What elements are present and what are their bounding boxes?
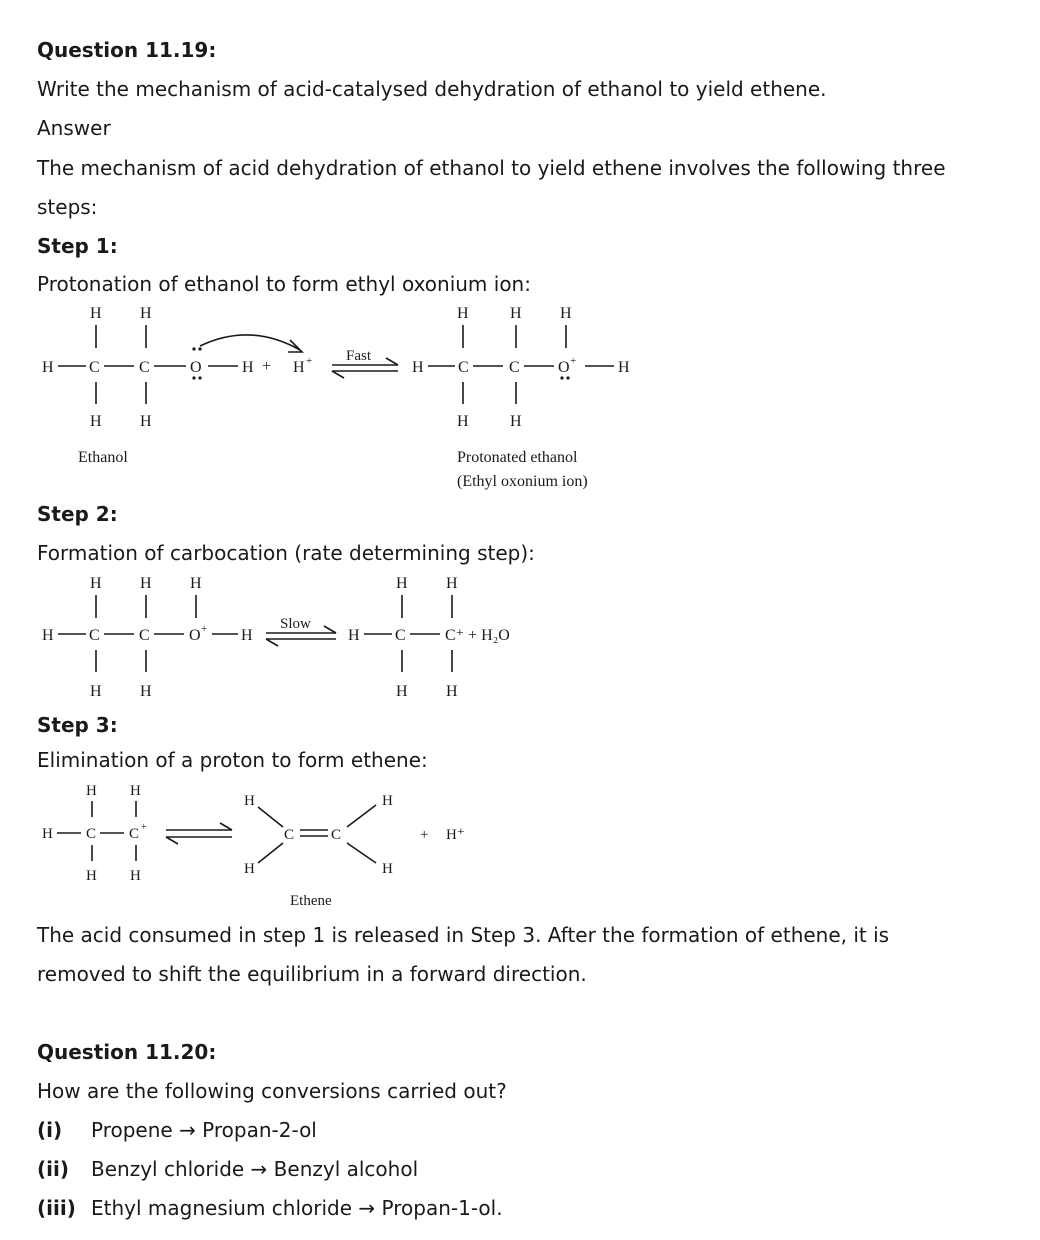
- svg-text:O: O: [190, 359, 202, 376]
- svg-text:H: H: [244, 861, 255, 877]
- step-1-description: Protonation of ethanol to form ethyl oxonium ion:: [37, 272, 531, 296]
- step-1-title: Step 1:: [37, 234, 118, 258]
- conclusion-line-1: The acid consumed in step 1 is released in Step 3. After the formation of ethene, it is: [37, 923, 890, 947]
- svg-text:+: +: [306, 355, 313, 367]
- svg-text:H: H: [242, 359, 254, 376]
- svg-text:H: H: [293, 359, 305, 376]
- svg-text:H: H: [412, 359, 424, 376]
- svg-text:C: C: [284, 827, 295, 843]
- question-title: Question 11.19:: [37, 38, 217, 62]
- step-2-title: Step 2:: [37, 502, 118, 526]
- item-text: Benzyl chloride → Benzyl alcohol: [91, 1157, 419, 1181]
- svg-text:H: H: [348, 627, 360, 644]
- svg-text:+: +: [420, 827, 429, 843]
- item-text: Propene → Propan-2-ol: [91, 1118, 317, 1142]
- svg-text:H: H: [130, 783, 141, 799]
- svg-text:H: H: [90, 683, 102, 700]
- svg-text:H: H: [86, 783, 97, 799]
- svg-text:H: H: [446, 683, 458, 700]
- svg-text:H: H: [140, 305, 152, 322]
- svg-text:H: H: [86, 868, 97, 884]
- svg-text:H: H: [446, 575, 458, 592]
- svg-text:H: H: [90, 575, 102, 592]
- svg-text:H: H: [140, 575, 152, 592]
- list-item: [37, 1196, 503, 1220]
- fast-arrow-label: Fast: [346, 348, 372, 364]
- slow-arrow-label: Slow: [280, 616, 311, 632]
- step-1-reaction-diagram: [0, 300, 1040, 500]
- question-text: Write the mechanism of acid-catalysed dehydration of ethanol to yield ethene.: [37, 77, 827, 101]
- list-item: [37, 1157, 418, 1181]
- carbocation-product: C⁺ + H₂O: [445, 627, 510, 644]
- svg-text:+: +: [262, 358, 272, 375]
- protonated-ethanol-caption: Protonated ethanol: [457, 449, 578, 466]
- svg-text:H: H: [140, 683, 152, 700]
- list-item: [37, 1118, 317, 1142]
- svg-text:+: +: [201, 623, 208, 635]
- svg-text:H: H: [457, 413, 469, 430]
- step-3-title: Step 3:: [37, 713, 118, 737]
- svg-text:H: H: [457, 305, 469, 322]
- svg-text:H: H: [190, 575, 202, 592]
- item-number: (ii): [37, 1157, 69, 1181]
- answer-intro-line-2: steps:: [37, 195, 98, 219]
- svg-text:H: H: [42, 826, 53, 842]
- svg-text:H: H: [244, 793, 255, 809]
- svg-text:H: H: [560, 305, 572, 322]
- svg-text:H: H: [396, 683, 408, 700]
- step-3-reaction-diagram: [0, 775, 1040, 915]
- svg-text:H: H: [140, 413, 152, 430]
- svg-text:C: C: [89, 627, 100, 644]
- svg-text:H: H: [42, 359, 54, 376]
- svg-text:H: H: [510, 305, 522, 322]
- svg-text:H: H: [382, 861, 393, 877]
- svg-text:C: C: [331, 827, 342, 843]
- ethene-caption: Ethene: [290, 893, 332, 909]
- svg-text:C: C: [86, 826, 97, 842]
- svg-text:O: O: [189, 627, 201, 644]
- ethanol-caption: Ethanol: [78, 449, 128, 466]
- step-3-description: Elimination of a proton to form ethene:: [37, 748, 428, 772]
- svg-text:C: C: [129, 826, 140, 842]
- svg-text:H: H: [42, 627, 54, 644]
- svg-text:+: +: [570, 355, 577, 367]
- svg-text:+: +: [141, 822, 147, 833]
- svg-text:C: C: [139, 627, 150, 644]
- svg-text:H: H: [90, 305, 102, 322]
- svg-text:H: H: [618, 359, 630, 376]
- item-text: Ethyl magnesium chloride → Propan-1-ol.: [91, 1196, 503, 1220]
- svg-text:H: H: [241, 627, 253, 644]
- svg-text:C: C: [139, 359, 150, 376]
- item-number: (i): [37, 1118, 63, 1142]
- step-2-description: Formation of carbocation (rate determining step):: [37, 541, 535, 565]
- item-number: (iii): [37, 1196, 76, 1220]
- proton-product: H⁺: [446, 827, 465, 843]
- ethyl-oxonium-caption: (Ethyl oxonium ion): [457, 473, 588, 490]
- answer-label: Answer: [37, 116, 111, 140]
- svg-text:H: H: [510, 413, 522, 430]
- svg-text:C: C: [89, 359, 100, 376]
- svg-text:H: H: [396, 575, 408, 592]
- question-title: Question 11.20:: [37, 1040, 217, 1064]
- svg-text:C: C: [395, 627, 406, 644]
- svg-text:H: H: [90, 413, 102, 430]
- svg-text:C: C: [509, 359, 520, 376]
- step-2-reaction-diagram: [0, 568, 1040, 708]
- answer-intro-line-1: The mechanism of acid dehydration of ethanol to yield ethene involves the following three: [37, 156, 946, 180]
- svg-text:H: H: [130, 868, 141, 884]
- conclusion-line-2: removed to shift the equilibrium in a forward direction.: [37, 962, 587, 986]
- question-text: How are the following conversions carried out?: [37, 1079, 507, 1103]
- svg-text:C: C: [458, 359, 469, 376]
- svg-text:O: O: [558, 359, 570, 376]
- svg-text:H: H: [382, 793, 393, 809]
